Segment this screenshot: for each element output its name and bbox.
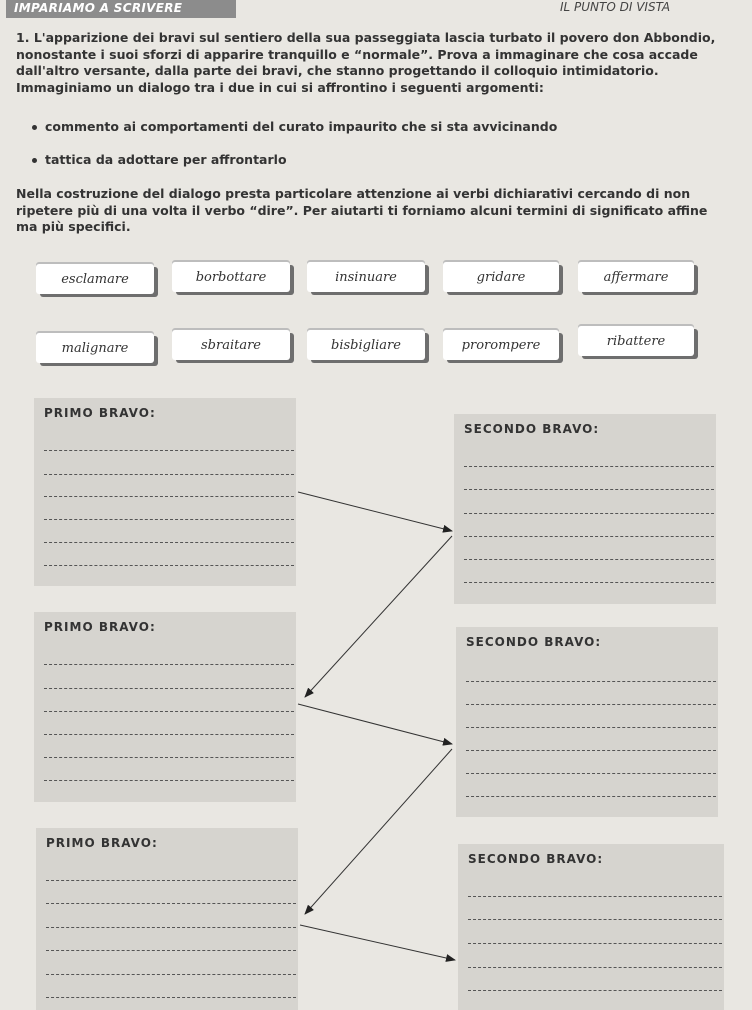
verb-chip: bisbigliare: [307, 330, 425, 360]
primo-bravo-label: PRIMO BRAVO:: [44, 620, 156, 634]
arrow-to-secondo: [298, 704, 452, 744]
primo-bravo-label: PRIMO BRAVO:: [44, 406, 156, 420]
page-topic: IL PUNTO DI VISTA: [560, 0, 671, 14]
verb-chip: esclamare: [36, 264, 154, 294]
instruction-text: Nella costruzione del dialogo presta particolare attenzione ai verbi dichiarativi cercando di non ripetere più di una volta il verbo “dire”. Per aiutarti ti forniamo alcuni termini di significato affine ma più specifici.: [16, 186, 708, 234]
secondo-bravo-label: SECONDO BRAVO:: [466, 635, 602, 649]
arrow-to-secondo: [298, 492, 452, 531]
exercise-number: 1.: [16, 30, 30, 45]
verb-chip: gridare: [443, 262, 559, 292]
bullet-text: tattica da adottare per affrontarlo: [45, 152, 287, 167]
secondo-bravo-label: SECONDO BRAVO:: [468, 852, 604, 866]
secondo-bravo-label: SECONDO BRAVO:: [464, 422, 600, 436]
verb-chip: insinuare: [307, 262, 425, 292]
verb-chip: prorompere: [443, 330, 559, 360]
verb-chip: ribattere: [578, 326, 694, 356]
bullet-text: commento ai comportamenti del curato impaurito che si sta avvicinando: [45, 119, 558, 134]
verb-chip: malignare: [36, 333, 154, 363]
section-title: IMPARIAMO A SCRIVERE: [14, 1, 183, 15]
primo-bravo-label: PRIMO BRAVO:: [46, 836, 158, 850]
arrow-to-secondo: [300, 925, 455, 960]
exercise-intro-text: L'apparizione dei bravi sul sentiero della sua passeggiata lascia turbato il povero don Abbondio, nonostante i suoi sforzi di apparire tranquillo e “normale”. Prova a immaginare che cosa accade dall'altro versante, dalla parte dei bravi, che stanno progettando il colloquio intimidatorio. Immaginiamo un dialogo tra i due in cui si affrontino i seguenti argomenti:: [16, 30, 716, 95]
verb-chip: affermare: [578, 262, 694, 292]
arrow-to-primo: [305, 749, 452, 914]
arrow-to-primo: [305, 536, 452, 697]
verb-chip: borbottare: [172, 262, 290, 292]
verb-chip: sbraitare: [172, 330, 290, 360]
